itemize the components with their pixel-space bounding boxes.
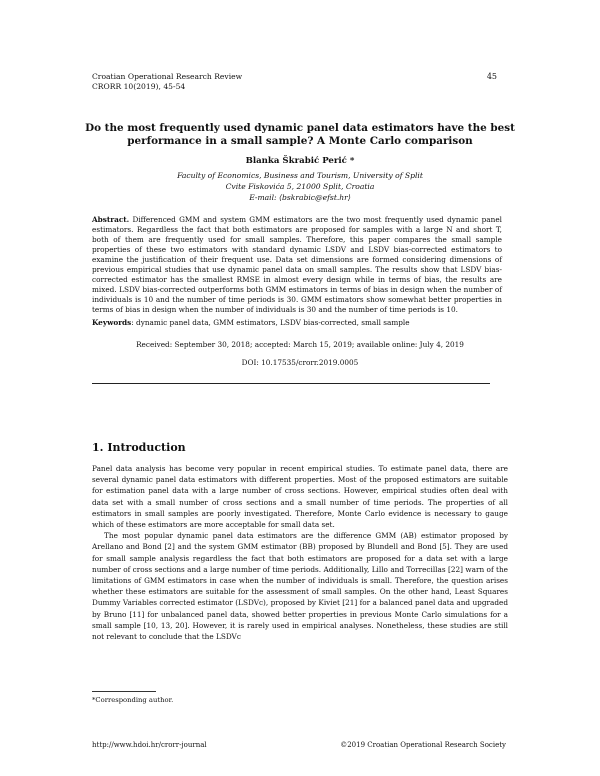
keywords-text: : dynamic panel data, GMM estimators, LSDV bias-corrected, small sample bbox=[131, 318, 410, 327]
author-name: Blanka Škrabić Perić * bbox=[245, 156, 355, 166]
author-email[interactable]: E-mail: ⟨bskrabic@efst.hr⟩ bbox=[249, 193, 351, 202]
doi[interactable]: DOI: 10.17535/crorr.2019.0005 bbox=[241, 358, 359, 367]
footnote: *Corresponding author. bbox=[92, 696, 174, 704]
section-body bbox=[92, 463, 508, 642]
abstract bbox=[92, 215, 502, 315]
paper-title: Do the most frequently used dynamic panel data estimators have the best performance in a small sample? A Monte Carlo comparison bbox=[85, 122, 515, 147]
section-heading: 1. Introduction bbox=[92, 441, 186, 454]
journal-name: Croatian Operational Research Review bbox=[92, 72, 243, 81]
affiliation-line: Faculty of Economics, Business and Tourism, University of Split bbox=[177, 171, 423, 180]
abstract-label: Abstract. bbox=[92, 215, 130, 224]
page-number: 45 bbox=[486, 72, 497, 81]
footnote-divider bbox=[92, 691, 156, 692]
paragraph: Panel data analysis has become very popular in recent empirical studies. To estimate panel data, there are several dynamic panel data estimators with different properties. Most of the proposed estimators are suitable for estimation panel data with a large number of cross sections. However, empirical studies often deal with data set with a small number of cross sections and a small number of time periods. The properties of all estimators in small samples are poorly investigated. Therefore, Monte Carlo evidence is necessary to gauge which of these estimators are more acceptable for small data set. bbox=[92, 464, 508, 530]
journal-url[interactable]: http://www.hdoi.hr/crorr-journal bbox=[92, 741, 207, 749]
abstract-text: Differenced GMM and system GMM estimators are the two most frequently used dynamic panel estimators. Regardless the fact that both estimators are proposed for samples with a large N and short T, both of them are frequently used for small samples. Therefore, this paper compares the small sample properties of these two estimators with standard dynamic LSDV and LSDV bias-corrected estimators to examine the justification of their frequent use. Data set dimensions are formed considering dimensions of previous empirical studies that use dynamic panel data on small samples. The results show that LSDV bias-corrected estimator has the smallest RMSE in almost every design while in terms of bias, the results are mixed. LSDV bias-corrected outperforms both GMM estimators in terms of bias in design when the number of individuals is 10 and the number of time periods is 30. GMM estimators show somewhat better properties in terms of bias in design when the number of individuals is 30 and the number of time periods is 10. bbox=[92, 215, 502, 314]
author-affiliation bbox=[0, 170, 600, 203]
keywords-label: Keywords bbox=[92, 318, 132, 327]
header-divider bbox=[92, 383, 490, 384]
publication-dates: Received: September 30, 2018; accepted: March 15, 2019; available online: July 4, 2019 bbox=[136, 340, 464, 349]
paragraph: The most popular dynamic panel data estimators are the difference GMM (AB) estimator proposed by Arellano and Bond [2] and the system GMM estimator (BB) proposed by Blundell and Bond [5]. They are used for small sample analysis regardless the fact that both estimators are proposed for a data set with a large number of cross sections and a large number of time periods. Additionally, Lillo and Torrecillas [22] warn of the limitations of GMM estimators in case when the number of individuals is small. Therefore, the question arises whether these estimators are suitable for the assessment of small samples. On the other hand, Least Squares Dummy Variables corrected estimator (LSDVc), proposed by Kiviet [21] for a balanced panel data and upgraded by Bruno [11] for unbalanced panel data, showed better properties in previous Monte Carlo simulations for a small sample [10, 13, 20]. However, it is rarely used in empirical analyses. Nonetheless, these studies are still not relevant to conclude that the LSDVc bbox=[92, 531, 508, 642]
journal-header bbox=[92, 72, 242, 92]
journal-reference: CRORR 10(2019), 45-54 bbox=[92, 82, 186, 91]
keywords bbox=[92, 318, 502, 327]
affiliation-address: Cvite Fiskovića 5, 21000 Split, Croatia bbox=[225, 182, 375, 191]
copyright: ©2019 Croatian Operational Research Society bbox=[340, 741, 506, 749]
